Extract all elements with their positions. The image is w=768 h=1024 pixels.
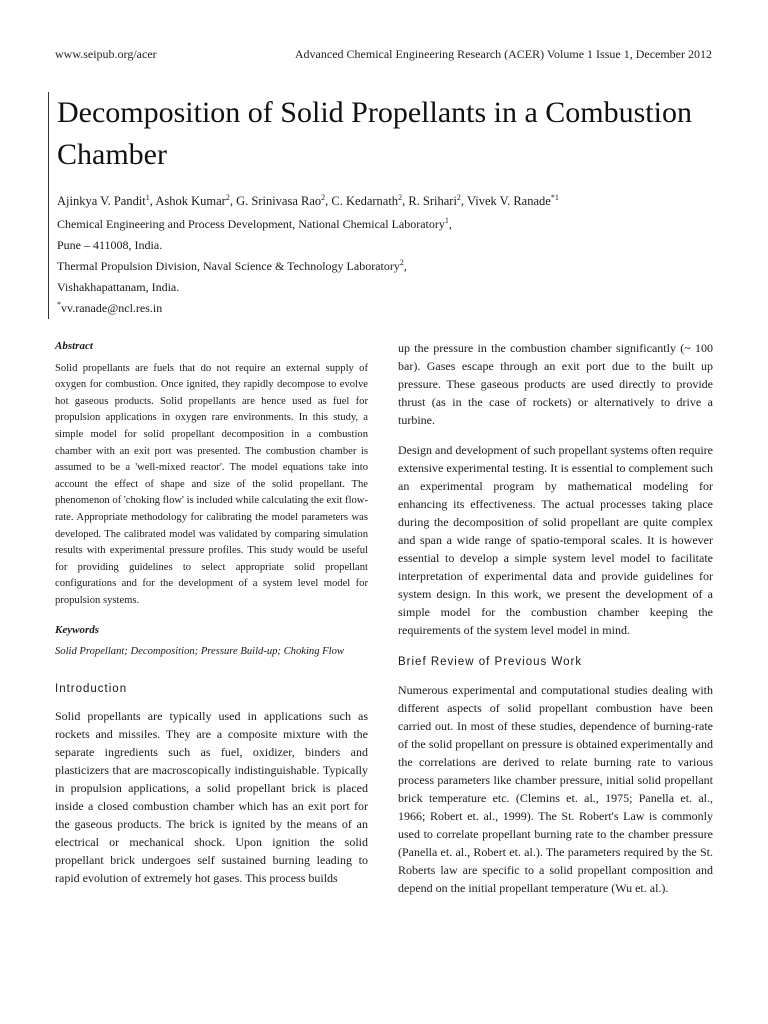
author-sup: *1 — [550, 192, 559, 202]
introduction-heading: Introduction — [55, 682, 128, 695]
affiliation-2-city: Vishakhapattanam, India. — [57, 280, 180, 294]
affiliation-1-city: Pune – 411008, India. — [57, 238, 163, 252]
author-sep: , — [229, 194, 237, 208]
intro-continued-paragraph: up the pressure in the combustion chamber significantly (~ 100 bar). Gases escape through an exit port due to the built up pressure. These gaseous products are used directly to provide thrust (as in the case of rockets) or alternatively to drive a turbine. — [398, 341, 713, 427]
author-sup: 1 — [145, 192, 150, 202]
author-sep: , — [149, 194, 156, 208]
running-header — [55, 47, 712, 62]
abstract-text: Solid propellants are fuels that do not require an external supply of oxygen for combustion. Once ignited, they rapidly decompose to evolve hot gaseous products. Solid propellants are hence used as fuel for propulsion applications in oxygen rare environments. In this study, a simple model for solid propellant decomposition in a combustion chamber with an exit port was presented. The combustion chamber is assumed to be a 'well-mixed reactor'. The model equations take into account the effect of shape and size of the solid propellant. The phenomenon of 'choking flow' is included while calculating the exit flow-rate. Appropriate methodology for calibrating the model parameters was developed. The calibrated model was validated by comparing simulation results with experimental pressure profiles. This study would be useful for providing guidelines to select appropriate solid propellant configurations and for the development of a system level model for propulsion systems. — [55, 362, 368, 606]
affiliation-text: Chemical Engineering and Process Development, National Chemical Laboratory — [57, 217, 445, 231]
author-sep: , — [460, 194, 467, 208]
title-block — [48, 92, 727, 319]
author-name: R. Srihari — [408, 194, 457, 208]
keywords-text: Solid Propellant; Decomposition; Pressure Build-up; Choking Flow — [55, 646, 344, 658]
author-name: Ashok Kumar — [155, 194, 226, 208]
affiliation-sup: 1 — [444, 216, 449, 225]
affiliations — [57, 214, 727, 319]
journal-citation: Advanced Chemical Engineering Research (ACER) Volume 1 Issue 1, December 2012 — [294, 47, 712, 61]
author-sup: 2 — [456, 192, 461, 202]
right-column — [398, 339, 713, 909]
affiliation-sup: 2 — [399, 258, 404, 267]
affiliation-punct: , — [448, 217, 452, 231]
author-list — [57, 192, 727, 210]
paper-title: Decomposition of Solid Propellants in a Combustion Chamber — [57, 96, 692, 171]
keywords-heading: Keywords — [55, 623, 99, 636]
design-paragraph: Design and development of such propellant systems often require extensive experimental testing. It is essential to complement such an experimental program by mathematical modeling for enhancing its effectiveness. The actual processes taking place during the decomposition of solid propellant are quite complex and span a wide range of spatio-temporal scales. It is however essential to develop a simple system level model to facilitate interpretation of experimental data and provide guidelines for system design. In this work, we present the development of a simple model for the combustion chamber keeping the requirements of the system level model in mind. — [398, 443, 713, 637]
affiliation-text: Thermal Propulsion Division, Naval Science & Technology Laboratory — [57, 259, 400, 273]
corresponding-email — [57, 298, 727, 319]
author-name: C. Kedarnath — [331, 194, 399, 208]
author-sep: , — [402, 194, 409, 208]
affiliation-punct: , — [403, 259, 407, 273]
left-column — [55, 338, 368, 887]
author-sup: 2 — [398, 192, 403, 202]
email-link[interactable]: vv.ranade@ncl.res.in — [61, 301, 163, 315]
review-heading: Brief Review of Previous Work — [398, 656, 583, 668]
affiliation-1 — [57, 214, 727, 235]
author-name: Ajinkya V. Pandit — [57, 194, 146, 208]
author-sup: 2 — [321, 192, 326, 202]
author-name: Vivek V. Ranade — [466, 194, 551, 208]
author-sep: , — [325, 194, 332, 208]
author-sup: 2 — [225, 192, 230, 202]
email-sup: * — [57, 300, 61, 309]
abstract-heading: Abstract — [55, 340, 93, 352]
introduction-text: Solid propellants are typically used in applications such as rockets and missiles. They are a composite mixture with the separate ingredients such as fuel, oxidizer, binders and plasticizers that are macroscopically indistinguishable. Typically in propulsion applications, a solid propellant brick is placed inside a closed combustion chamber which has an exit port for the gaseous products. The brick is ignited by the means of an electrical or mechanical shock. Upon ignition the solid propellant brick undergoes self sustained burning leading to rapid evolution of extremely hot gases. This process builds — [55, 709, 368, 886]
review-paragraph: Numerous experimental and computational studies dealing with different aspects of solid propellant combustion have been carried out. In most of these studies, dependence of burning-rate of the solid propellant on pressure is obtained experimentally and the correlations are derived to relate burning rate to various process parameters like chamber pressure, initial solid propellant brick temperature etc. (Clemins et. al., 1975; Panella et. al., 1966; Robert et. al., 1999). The St. Robert's Law is commonly used to correlate propellant burning rate to the chamber pressure (Panella et. al., Robert et. al.). The parameters required by the St. Roberts law are specific to a solid propellant composition and depend on the initial propellant temperature (Wu et. al.). — [398, 683, 713, 895]
author-name: G. Srinivasa Rao — [236, 194, 322, 208]
affiliation-2 — [57, 256, 727, 277]
journal-url[interactable]: www.seipub.org/acer — [55, 47, 157, 61]
